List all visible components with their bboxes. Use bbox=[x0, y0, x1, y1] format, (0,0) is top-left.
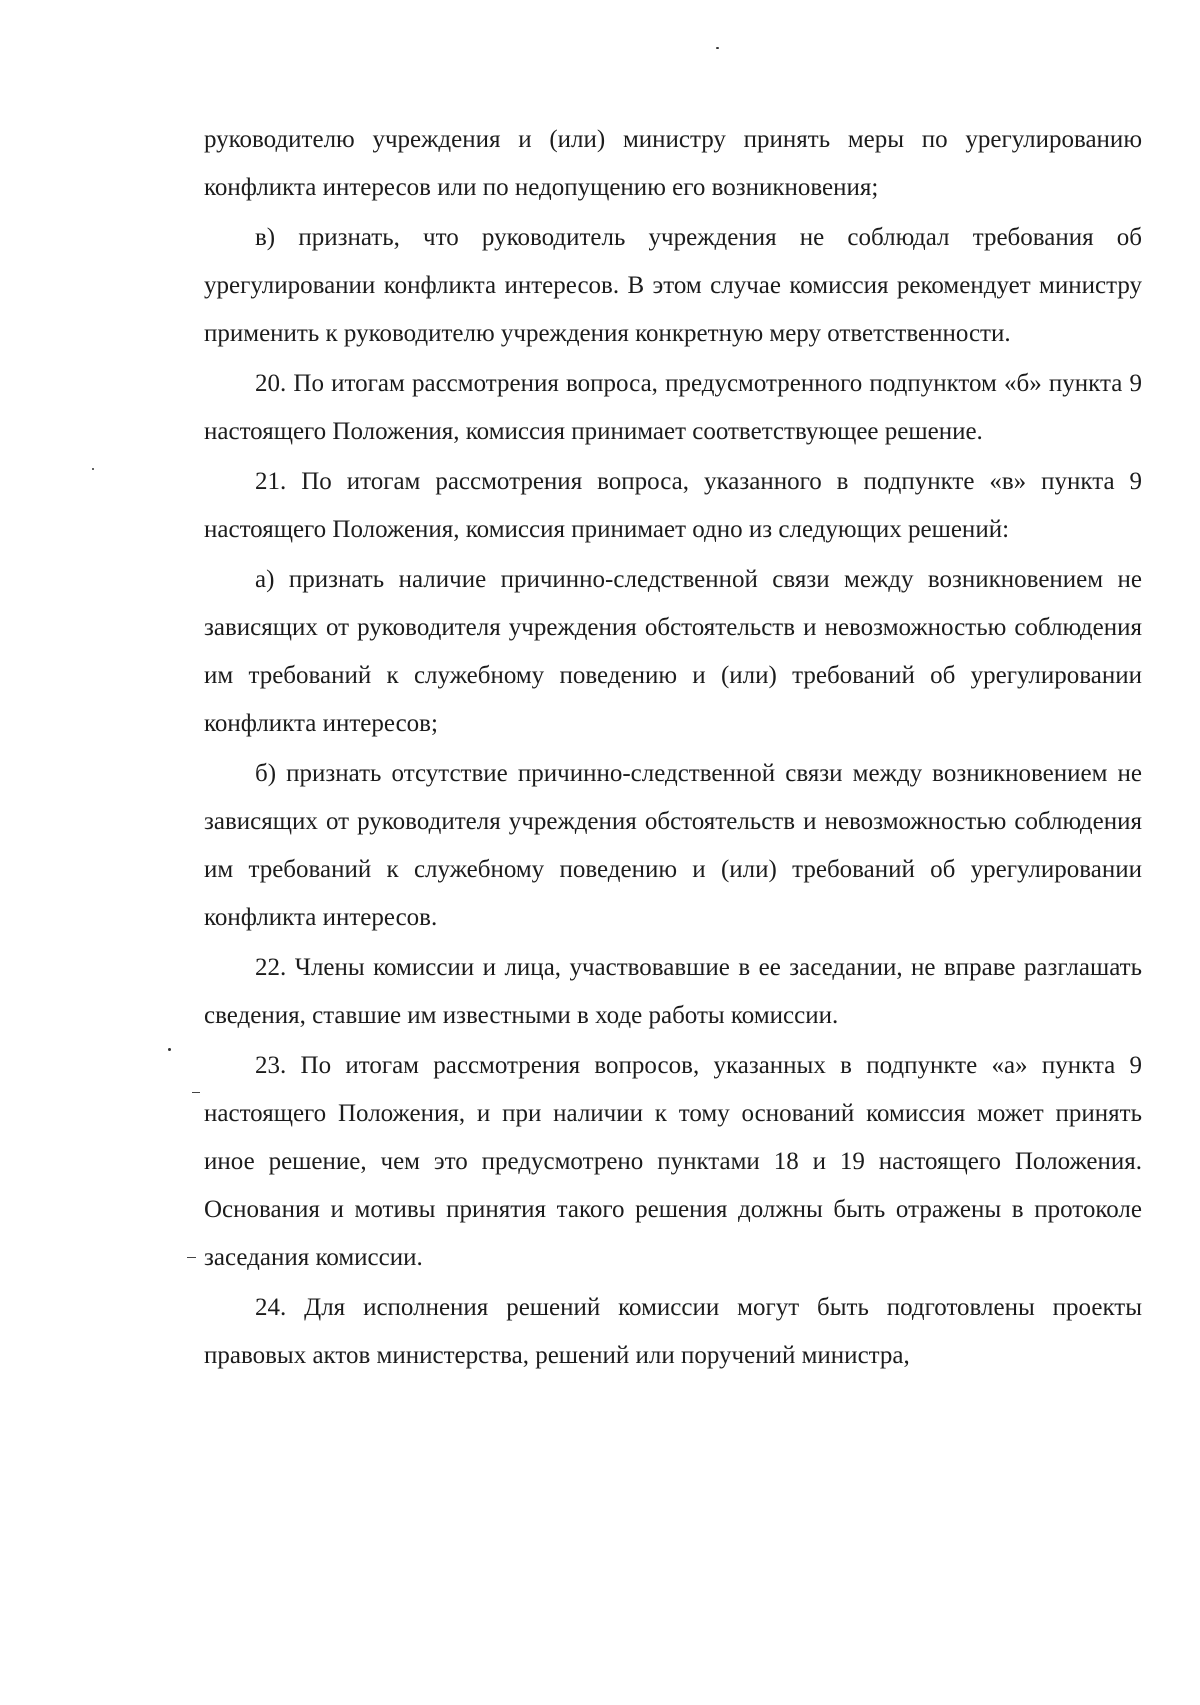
scan-mark bbox=[187, 1257, 196, 1258]
paragraph-21: 21. По итогам рассмотрения вопроса, указанного в подпункте «в» пункта 9 настоящего Положения, комиссия принимает одно из следующих решений: bbox=[204, 468, 1142, 543]
paragraph-21-item-b: б) признать отсутствие причинно-следственной связи между возникновением не зависящих от руководителя учреждения обстоятельств и невозможностью соблюдения им требований к служебному поведению и (или) требований об урегулировании конфликта интересов. bbox=[204, 760, 1142, 931]
scan-speck bbox=[168, 1048, 171, 1051]
paragraph-24: 24. Для исполнения решений комиссии могут быть подготовлены проекты правовых актов министерства, решений или поручений министра, bbox=[204, 1294, 1142, 1369]
document-body bbox=[204, 116, 1142, 1380]
paragraph-item-v: в) признать, что руководитель учреждения не соблюдал требования об урегулировании конфликта интересов. В этом случае комиссия рекомендует министру применить к руководителю учреждения конкретную меру ответственности. bbox=[204, 224, 1142, 347]
paragraph-21-item-a: а) признать наличие причинно-следственной связи между возникновением не зависящих от руководителя учреждения обстоятельств и невозможностью соблюдения им требований к служебному поведению и (или) требований об урегулировании конфликта интересов; bbox=[204, 566, 1142, 737]
scan-speck bbox=[716, 47, 719, 49]
paragraph-22: 22. Члены комиссии и лица, участвовавшие в ее заседании, не вправе разглашать сведения, ставшие им известными в ходе работы комиссии. bbox=[204, 954, 1142, 1029]
scan-mark bbox=[192, 1092, 200, 1093]
paragraph-23: 23. По итогам рассмотрения вопросов, указанных в подпункте «а» пункта 9 настоящего Положения, и при наличии к тому оснований комиссия может принять иное решение, чем это предусмотрено пунктами 18 и 19 настоящего Положения. Основания и мотивы принятия такого решения должны быть отражены в протоколе заседания комиссии. bbox=[204, 1052, 1142, 1271]
scan-speck bbox=[92, 468, 94, 470]
paragraph-20: 20. По итогам рассмотрения вопроса, предусмотренного подпунктом «б» пункта 9 настоящего Положения, комиссия принимает соответствующее решение. bbox=[204, 370, 1142, 445]
paragraph-continuation: руководителю учреждения и (или) министру принять меры по урегулированию конфликта интересов или по недопущению его возникновения; bbox=[204, 126, 1142, 201]
